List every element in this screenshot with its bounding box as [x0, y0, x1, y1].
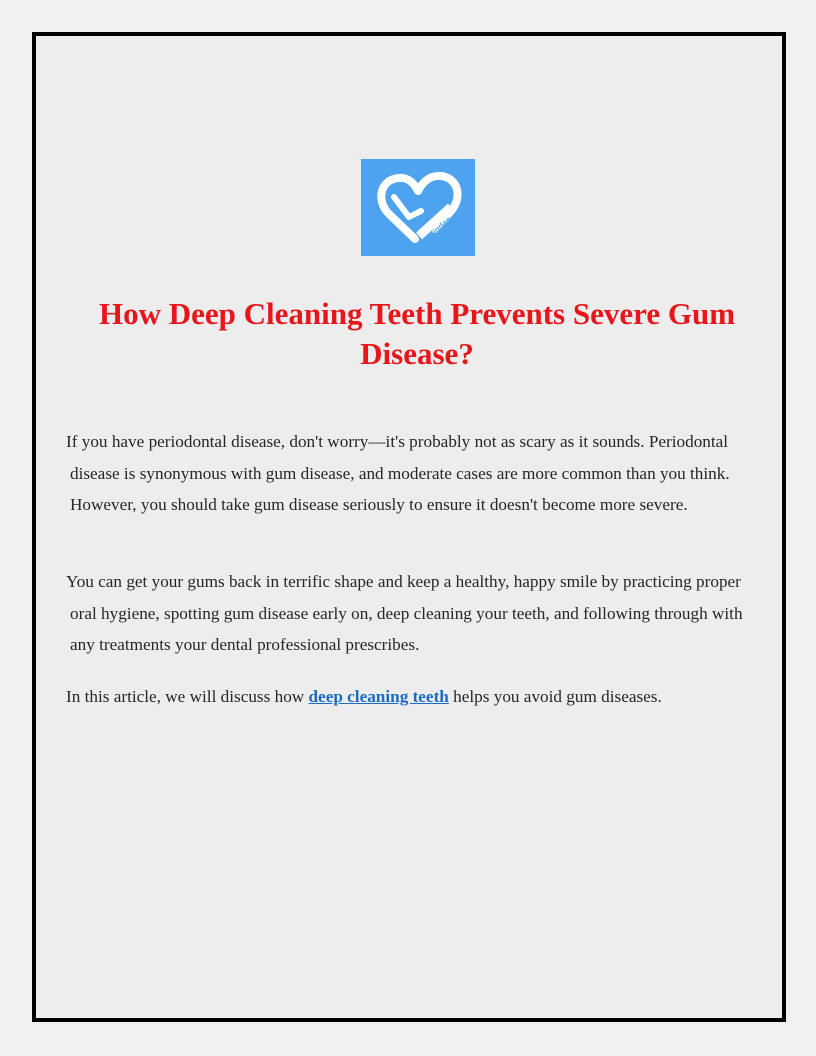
veligdan-logo — [361, 159, 475, 256]
paragraph-intro — [66, 426, 766, 521]
page-title: How Deep Cleaning Teeth Prevents Severe Gum Disease? — [98, 296, 736, 371]
logo-text: Veligdan — [422, 214, 453, 244]
deep-cleaning-teeth-link[interactable]: deep cleaning teeth — [308, 687, 449, 706]
closing-text-after: helps you avoid gum diseases. — [448, 687, 662, 706]
paragraph-text: If you have periodontal disease, don't worry—it's probably not as scary as it sounds. Periodontal disease is synonymous with gum disease, and moderate cases are more common than you think. However, you should take gum disease seriously to ensure it doesn't become more severe. — [66, 432, 730, 514]
paragraph-treatment — [66, 566, 766, 661]
heart-check-icon — [361, 159, 475, 256]
paragraph-text: You can get your gums back in terrific shape and keep a healthy, happy smile by practicing proper oral hygiene, spotting gum disease early on, deep cleaning your teeth, and following through with any treatments your dental professional prescribes. — [66, 572, 743, 654]
paragraph-text — [66, 681, 766, 713]
closing-text-before: In this article, we will discuss how — [66, 687, 309, 706]
page-frame — [32, 32, 786, 1022]
paragraph-closing — [66, 681, 766, 713]
